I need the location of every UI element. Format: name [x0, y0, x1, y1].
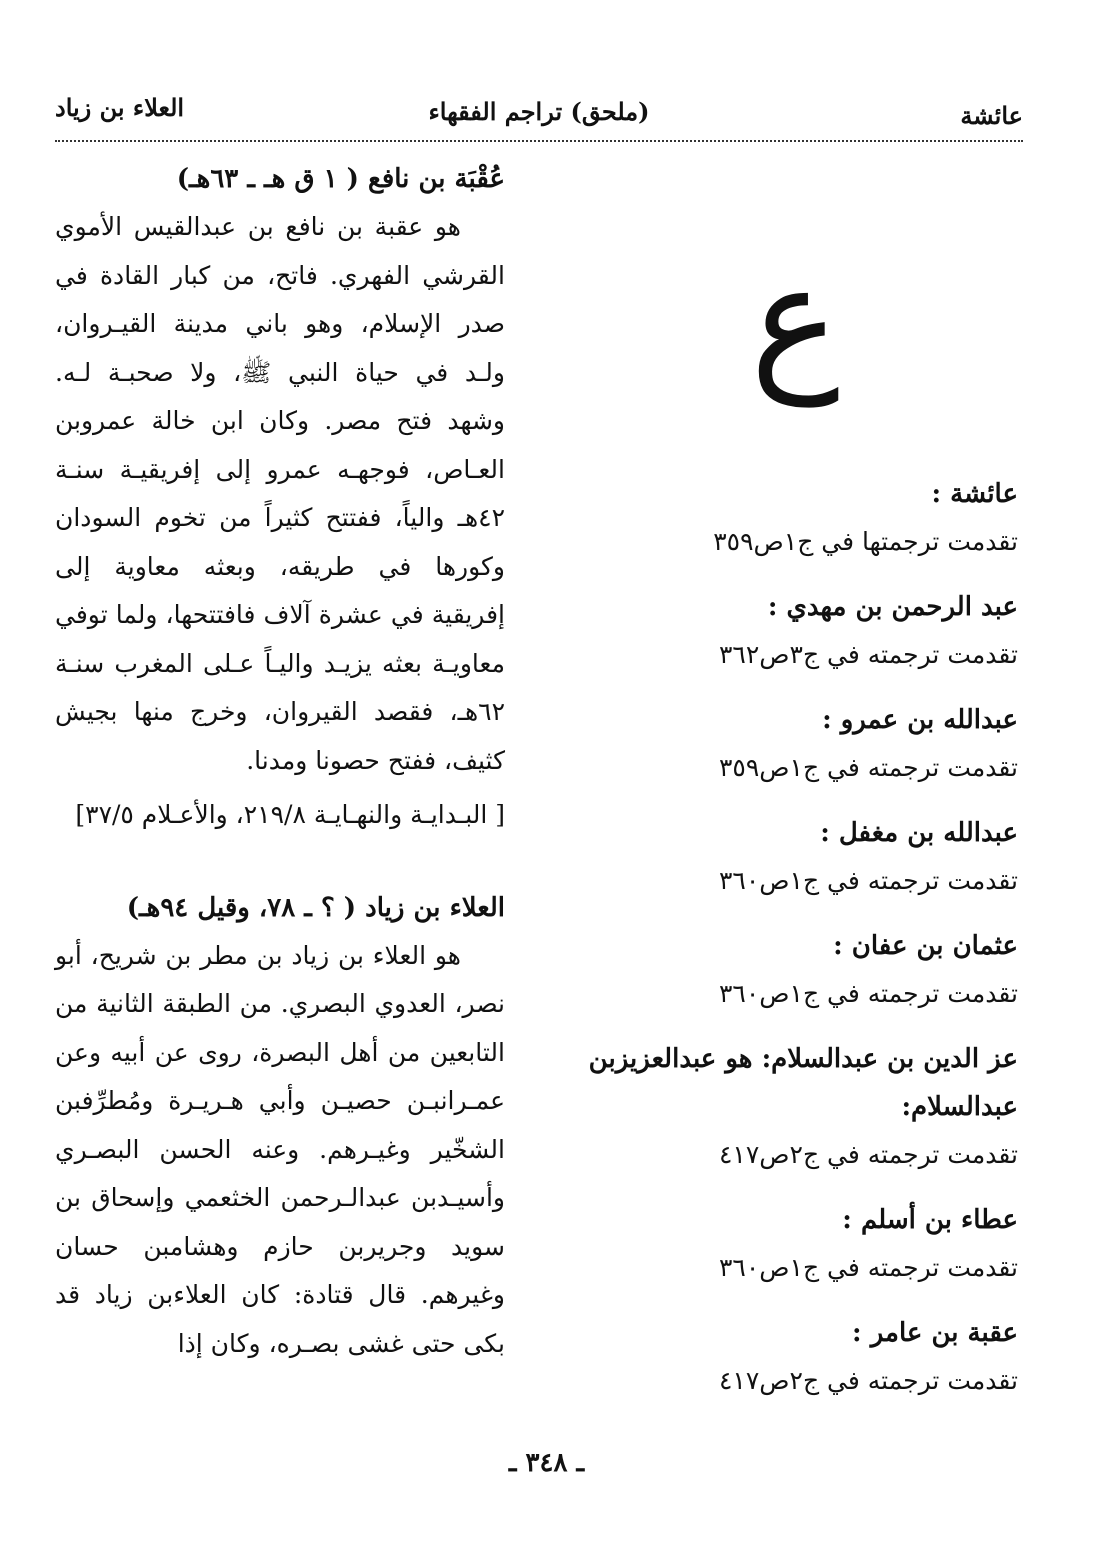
- header-dotted-rule: [55, 140, 1023, 142]
- ref-item: [558, 696, 1018, 792]
- entry-title: عُقْبَة بن نافع ( ١ ق هـ ـ ٦٣هـ): [176, 164, 505, 194]
- page-number: ـ ٣٤٨ ـ: [508, 1448, 585, 1478]
- running-header: [55, 92, 1023, 132]
- ref-location: تقدمت ترجمته في ج١ص٣٥٩: [718, 753, 1018, 782]
- ref-item: [558, 1196, 1018, 1292]
- ref-item: [558, 922, 1018, 1018]
- ref-item: [558, 809, 1018, 905]
- ref-location: تقدمت ترجمته في ج١ص٣٦٠: [718, 866, 1018, 895]
- ref-item: [558, 583, 1018, 679]
- header-right-keyword: عائشة: [960, 101, 1023, 130]
- header-section-title: (ملحق) تراجم الفقهاء: [428, 97, 650, 126]
- entry-body: هو عقبة بن نافع بن عبدالقيس الأموي القرشي الفهري. فاتح، من كبار القادة في صدر الإسلام، وهو باني مدينة القيـروان، ولـد في حياة النبي ﷺ، ولا صحبـة لـه. وشهد فتح مصر. وكان ابن خالة عمروبن العـاص، فوجهـه عمرو إلى إفريقيـة سنـة ٤٢هـ والياً، ففتتح كثيراً من تخوم السودان وكورها في طريقه، وبعثه معاوية إلى إفريقية في عشرة آلاف فافتتحها، ولما توفي معاويـة بعثه يزيـد واليـاً عـلى المغرب سنـة ٦٢هـ، فقصد القيروان، وخرج منها بجيش كثيف، ففتح حصونا ومدنا.: [55, 212, 505, 775]
- ref-location: تقدمت ترجمتها في ج١ص٣٥٩: [713, 527, 1018, 556]
- ref-name: عطاء بن أسلم :: [842, 1205, 1018, 1235]
- entry-title: العلاء بن زياد ( ؟ ـ ٧٨، وقيل ٩٤هـ): [126, 892, 505, 923]
- biography-entry-alaa: [55, 884, 505, 1369]
- ref-location: تقدمت ترجمته في ج١ص٣٦٠: [718, 979, 1018, 1008]
- cross-reference-column: [558, 470, 1018, 1422]
- ref-location: تقدمت ترجمته في ج١ص٣٦٠: [718, 1253, 1018, 1282]
- ref-name: عائشة :: [931, 479, 1018, 509]
- entry-source: [ البـدايـة والنهـايـة ٢١٩/٨، والأعـلام ٣٧/٥]: [75, 800, 505, 829]
- ref-location: تقدمت ترجمته في ج٣ص٣٦٢: [718, 640, 1018, 669]
- section-letter: ع: [750, 233, 840, 407]
- ref-item: [558, 1309, 1018, 1405]
- ref-location: تقدمت ترجمته في ج٢ص٤١٧: [718, 1366, 1018, 1395]
- ref-name: عثمان بن عفان :: [833, 931, 1018, 961]
- entry-body: هو العلاء بن زياد بن مطر بن شريح، أبو نصر، العدوي البصري. من الطبقة الثانية من التابعين من أهل البصرة، روى عن أبيه وعن عمـرانبـن حصيـن وأبي هـريـرة ومُطرِّفبن الشخّير وغيـرهم. وعنه الحسن البصـري وأسيـدبن عبدالـرحمن الخثعمي وإسحاق بن سويد وجريربن حازم وهشامبن حسان وغيرهم. قال قتادة: كان العلاءبن زياد قد بكى حتى غشى بصـره، وكان إذا: [55, 940, 505, 1358]
- ref-location: تقدمت ترجمته في ج٢ص٤١٧: [718, 1140, 1018, 1169]
- header-left-keyword: العلاء بن زياد: [55, 93, 185, 122]
- ref-item: [558, 470, 1018, 566]
- ref-name: عبدالله بن مغفل :: [820, 818, 1018, 848]
- entry-separator: [55, 840, 505, 884]
- ref-name: عقبة بن عامر :: [852, 1318, 1018, 1348]
- ref-item: [558, 1035, 1018, 1179]
- biography-entry-uqba: [55, 155, 505, 840]
- ref-name: عبدالله بن عمرو :: [822, 705, 1018, 735]
- ref-name: عز الدين بن عبدالسلام: هو عبدالعزيزبن عبدالسلام:: [588, 1044, 1018, 1122]
- biography-column: [55, 155, 505, 1368]
- ref-name: عبد الرحمن بن مهدي :: [767, 592, 1018, 622]
